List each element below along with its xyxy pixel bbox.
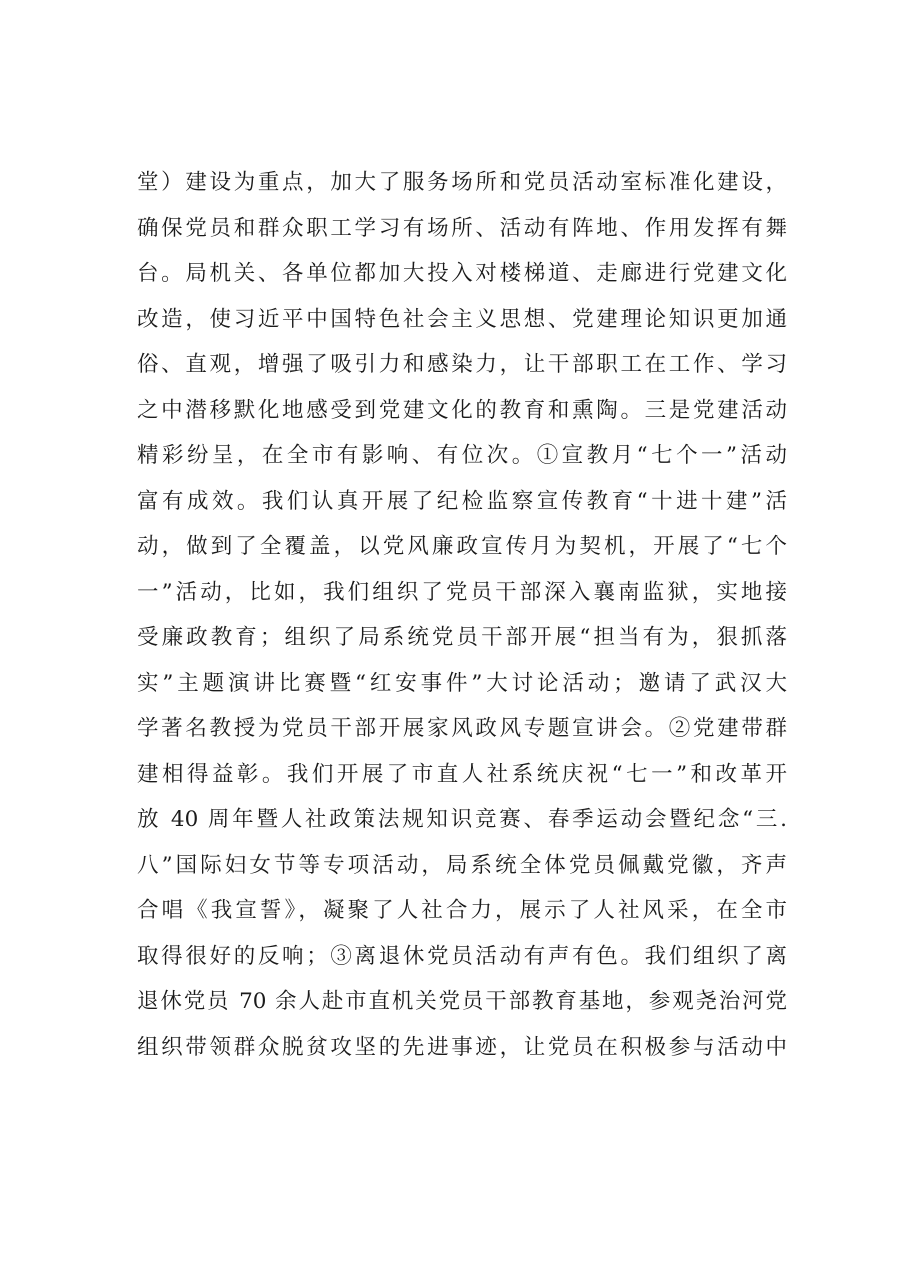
text-line: 一”活动，比如，我们组织了党员干部深入襄南监狱，实地接 bbox=[137, 579, 787, 605]
text-line: 确保党员和群众职工学习有场所、活动有阵地、作用发挥有舞 bbox=[137, 215, 787, 241]
text-line: 取得很好的反响；③离退休党员活动有声有色。我们组织了离 bbox=[137, 943, 787, 969]
text-line: 改造，使习近平中国特色社会主义思想、党建理论知识更加通 bbox=[137, 306, 787, 332]
text-line: 动，做到了全覆盖，以党风廉政宣传月为契机，开展了“七个 bbox=[137, 534, 787, 559]
text-line: 退休党员 70 余人赴市直机关党员干部教育基地，参观尧治河党 bbox=[137, 989, 787, 1014]
text-line: 建相得益彰。我们开展了市直人社系统庆祝“七一”和改革开 bbox=[137, 761, 787, 787]
body-paragraph bbox=[137, 160, 787, 1070]
text-line: 放 40 周年暨人社政策法规知识竞赛、春季运动会暨纪念“三. bbox=[137, 807, 787, 832]
text-line: 实”主题演讲比赛暨“红安事件”大讨论活动；邀请了武汉大 bbox=[137, 670, 787, 696]
text-line: 台。局机关、各单位都加大投入对楼梯道、走廊进行党建文化 bbox=[137, 261, 787, 286]
text-line: 堂）建设为重点，加大了服务场所和党员活动室标准化建设， bbox=[137, 170, 787, 195]
text-line: 俗、直观，增强了吸引力和感染力，让干部职工在工作、学习 bbox=[137, 352, 787, 377]
text-line: 学著名教授为党员干部开展家风政风专题宣讲会。②党建带群 bbox=[137, 716, 787, 741]
text-line: 之中潜移默化地感受到党建文化的教育和熏陶。三是党建活动 bbox=[137, 397, 787, 423]
text-line: 合唱《我宣誓》，凝聚了人社合力，展示了人社风采，在全市 bbox=[137, 898, 787, 923]
text-line: 精彩纷呈，在全市有影响、有位次。①宣教月“七个一”活动 bbox=[137, 443, 787, 468]
text-line: 受廉政教育；组织了局系统党员干部开展“担当有为，狠抓落 bbox=[137, 625, 787, 650]
text-line: 八”国际妇女节等专项活动，局系统全体党员佩戴党徽，齐声 bbox=[137, 852, 787, 878]
text-line: 富有成效。我们认真开展了纪检监察宣传教育“十进十建”活 bbox=[137, 488, 787, 514]
text-line: 组织带领群众脱贫攻坚的先进事迹，让党员在积极参与活动中 bbox=[137, 1034, 787, 1060]
